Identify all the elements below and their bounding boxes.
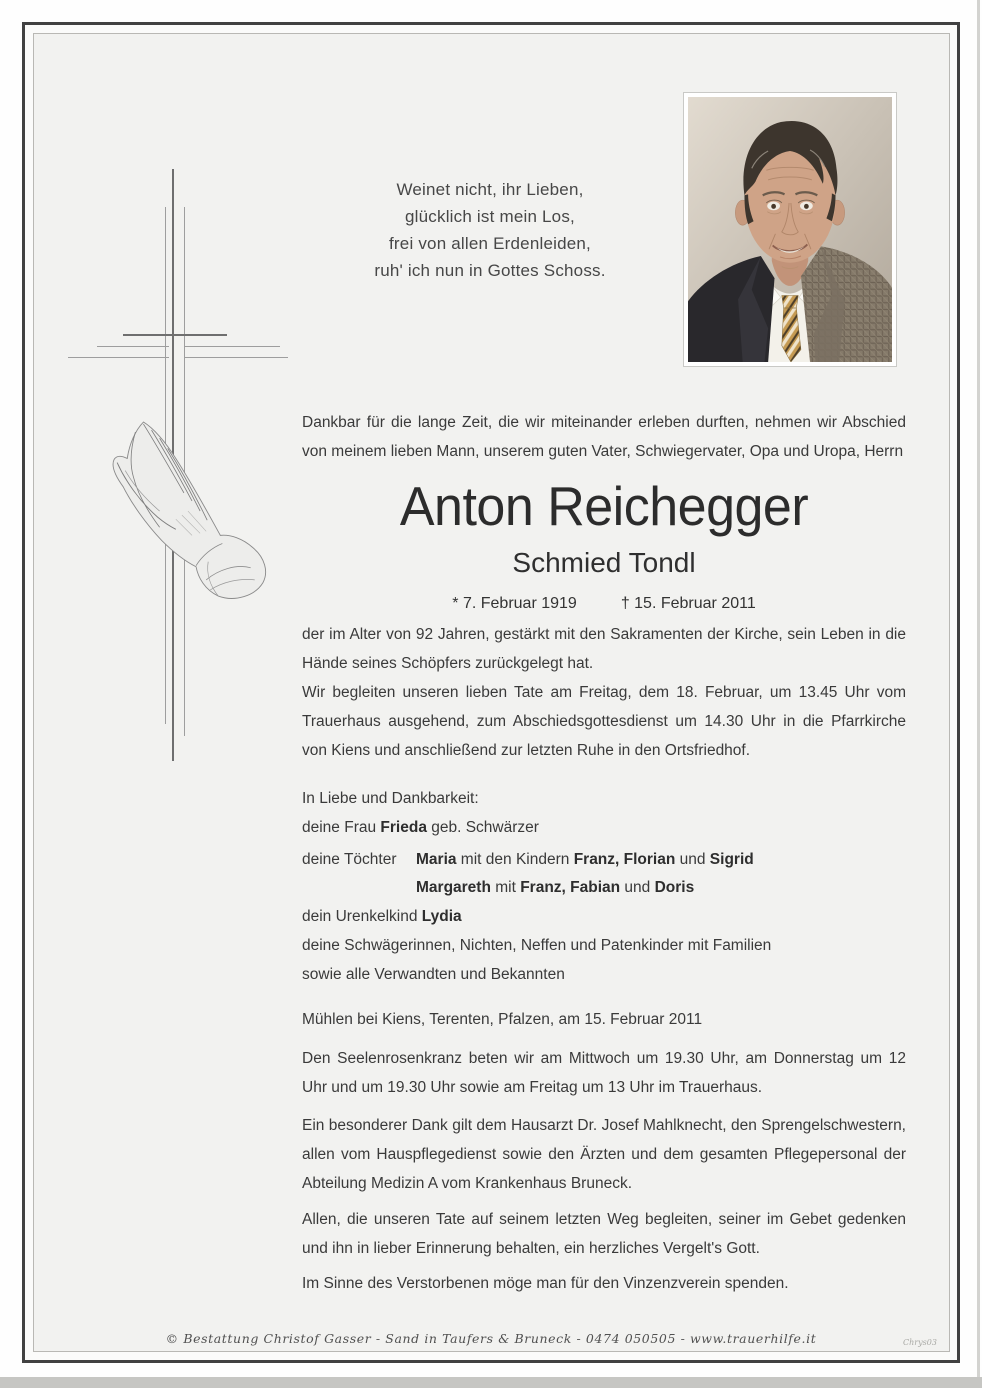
scan-edge-shadow-bottom [0, 1377, 982, 1388]
birth-date: * 7. Februar 1919 [452, 595, 577, 612]
deceased-byname: Schmied Tondl [512, 547, 696, 578]
deceased-name: Anton Reichegger [399, 476, 809, 538]
daughters-label: deine Töchter [302, 851, 397, 868]
death-date: † 15. Februar 2011 [620, 595, 756, 612]
daughters-names: Maria mit den Kindern Franz, Florian und Sigrid [416, 851, 754, 868]
cross-line [97, 346, 169, 347]
thanks-note: Ein besonderer Dank gilt dem Hausarzt Dr. Josef Mahlknecht, den Sprengelschwestern, allen vom Hauspflegedienst sowie den Ärzten und dem gesamten Pflegepersonal der Abteilung Medizin A vom Krankenhaus Bruneck. [302, 1117, 906, 1192]
place-date: Mühlen bei Kiens, Terenten, Pfalzen, am 15. Februar 2011 [302, 1011, 703, 1028]
rosary-note: Den Seelenrosenkranz beten wir am Mittwoch um 19.30 Uhr, am Donnerstag um 12 Uhr und um 19.30 Uhr sowie am Freitag um 13 Uhr im Trauerhaus. [302, 1050, 906, 1096]
farewell-note: Allen, die unseren Tate auf seinem letzten Weg begleiten, seiner im Gebet gedenken und ihn in lieber Erinnerung behalten, ein herzliches Vergelt's Gott. [302, 1211, 906, 1257]
portrait-photo [683, 92, 897, 367]
funeral-text: Wir begleiten unseren lieben Tate am Freitag, dem 18. Februar, um 13.45 Uhr vom Trauerhaus ausgehend, zum Abschiedsgottesdienst um 14.30 Uhr in die Pfarrkirche von Kiens und anschließend zur letzten Ruhe in den Ortsfriedhof. [302, 684, 906, 759]
passing-text: der im Alter von 92 Jahren, gestärkt mit den Sakramenten der Kirche, sein Leben in die Hände seines Schöpfers zurückgelegt hat. [302, 626, 906, 672]
mourners-heading: In Liebe und Dankbarkeit: [302, 790, 479, 807]
footer-credit: © Bestattung Christof Gasser - Sand in Taufers & Bruneck - 0474 050505 - www.trauerhilfe.it [165, 1331, 817, 1346]
cross-line [185, 357, 288, 358]
cross-line [123, 334, 227, 336]
cross-line [185, 346, 280, 347]
mourner-relatives: deine Schwägerinnen, Nichten, Neffen und Patenkinder mit Familien [302, 937, 772, 954]
life-dates [302, 589, 906, 618]
mourner-great-grandchild: dein Urenkelkind Lydia [302, 908, 462, 925]
mourner-all-relatives: sowie alle Verwandten und Bekannten [302, 966, 565, 983]
donation-note: Im Sinne des Verstorbenen möge man für den Vinzenzverein spenden. [302, 1275, 789, 1292]
cross-line [68, 357, 169, 358]
intro-text: Dankbar für die lange Zeit, die wir miteinander erleben durften, nehmen wir Abschied von meinem lieben Mann, unserem guten Vater, Schwiegervater, Opa und Uropa, Herrn [302, 414, 906, 460]
mourner-wife: deine Frau Frieda geb. Schwärzer [302, 819, 539, 836]
praying-hands-illustration [105, 418, 277, 624]
mourner-daughters-2: Margareth mit Franz, Fabian und Doris [416, 879, 695, 896]
designer-watermark: Chrys03 [903, 1338, 937, 1347]
mourner-daughters [302, 845, 906, 874]
scan-edge-shadow-right [977, 0, 980, 1388]
memorial-poem: Weinet nicht, ihr Lieben, glücklich ist mein Los, frei von allen Erdenleiden, ruh' ich nun in Gottes Schoss. [374, 180, 606, 280]
